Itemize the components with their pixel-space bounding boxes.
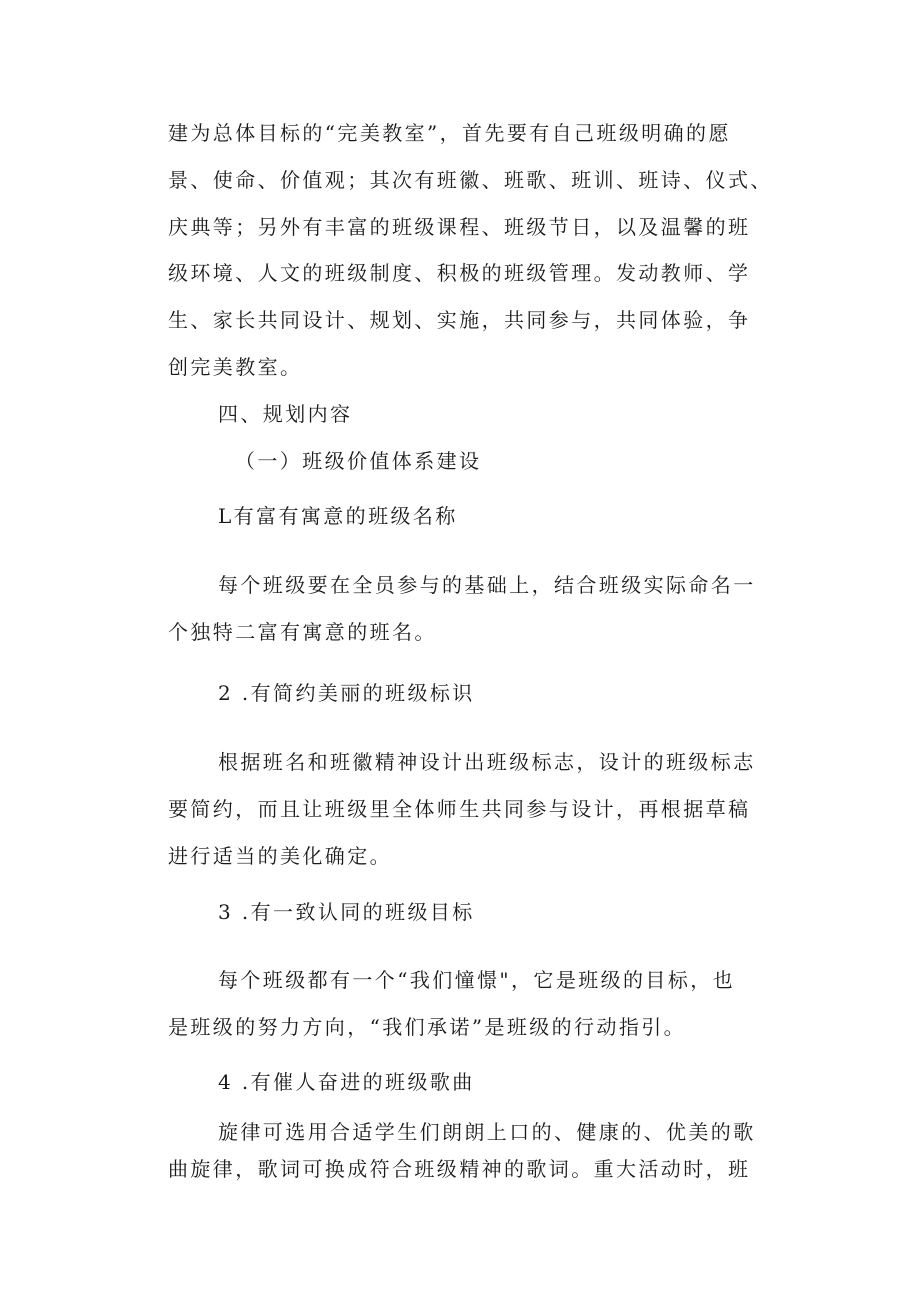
paragraph-line: 要简约，而且让班级里全体师生共同参与设计，再根据草稿 bbox=[168, 797, 751, 821]
paragraph-line: 庆典等；另外有丰富的班级课程、班级节日，以及温馨的班 bbox=[168, 215, 751, 239]
paragraph-line: 是班级的努力方向，“我们承诺”是班级的行动指引。 bbox=[168, 1015, 687, 1039]
paragraph-line: 旋律可选用合适学生们朗朗上口的、健康的、优美的歌 bbox=[218, 1120, 756, 1144]
item-heading: L有富有寓意的班级名称 bbox=[218, 504, 458, 528]
paragraph-line: 创完美教室。 bbox=[168, 355, 303, 379]
paragraph-line: 进行适当的美化确定。 bbox=[168, 844, 392, 868]
section-heading: 四、规划内容 bbox=[218, 402, 353, 426]
item-heading: 4 .有催人奋进的班级歌曲 bbox=[218, 1070, 475, 1094]
paragraph-line: 根据班名和班徽精神设计出班级标志，设计的班级标志 bbox=[218, 750, 756, 774]
paragraph-line: 建为总体目标的“完美教室”，首先要有自己班级明确的愿 bbox=[168, 121, 731, 145]
paragraph-line: 每个班级都有一个“我们憧憬"，它是班级的目标，也 bbox=[218, 968, 736, 992]
paragraph-line: 生、家长共同设计、规划、实施，共同参与，共同体验，争 bbox=[168, 308, 751, 332]
paragraph-line: 级环境、人文的班级制度、积极的班级管理。发动教师、学 bbox=[168, 261, 751, 285]
paragraph-line: 曲旋律，歌词可换成符合班级精神的歌词。重大活动时，班 bbox=[168, 1157, 751, 1181]
subsection-heading: （一）班级价值体系建设 bbox=[235, 449, 482, 473]
paragraph-line: 个独特二富有寓意的班名。 bbox=[168, 620, 437, 644]
paragraph-line: 景、使命、价值观；其次有班徽、班歌、班训、班诗、仪式、 bbox=[168, 168, 773, 192]
item-heading: 3 .有一致认同的班级目标 bbox=[218, 900, 475, 924]
paragraph-line: 每个班级要在全员参与的基础上，结合班级实际命名一 bbox=[218, 573, 756, 597]
item-heading: 2 .有简约美丽的班级标识 bbox=[218, 681, 475, 705]
